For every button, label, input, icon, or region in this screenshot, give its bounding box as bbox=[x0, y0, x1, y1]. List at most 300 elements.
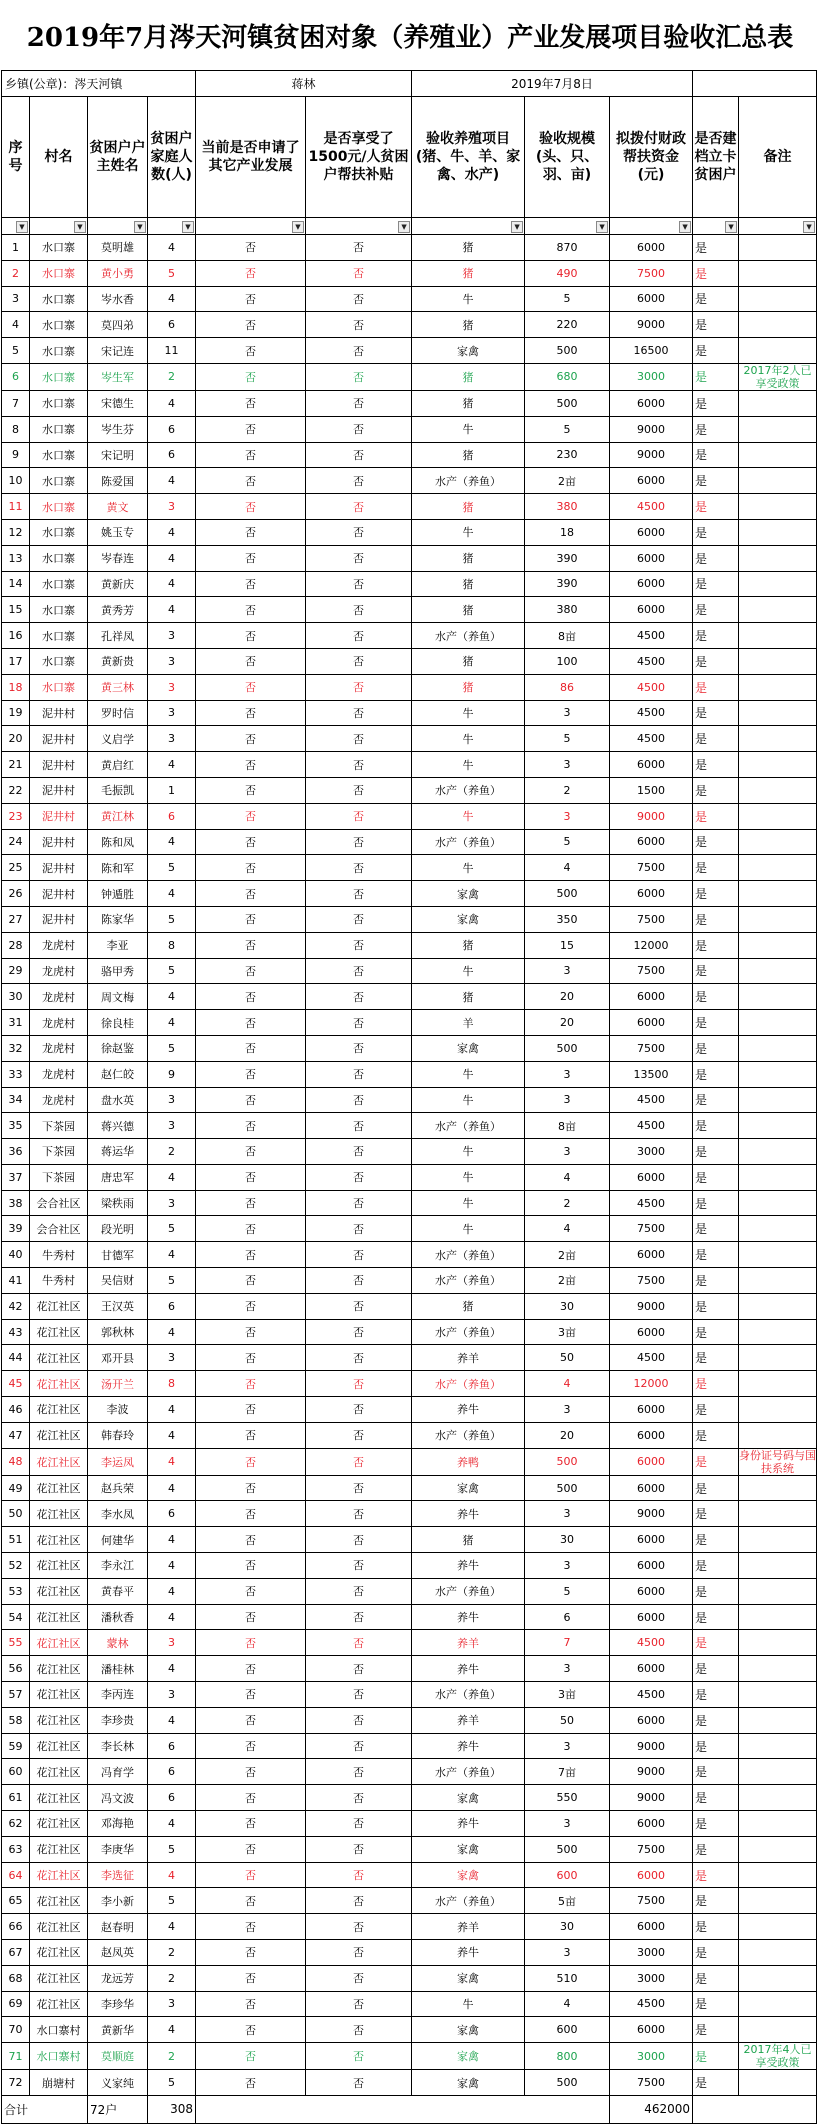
scale-cell: 5 bbox=[525, 726, 610, 752]
table-row bbox=[2, 545, 817, 571]
note-cell bbox=[739, 2070, 817, 2096]
scale-cell: 390 bbox=[525, 571, 610, 597]
name-cell: 骆甲秀 bbox=[88, 958, 148, 984]
other-industry-cell: 否 bbox=[196, 2043, 306, 2070]
registered-cell: 是 bbox=[693, 1914, 739, 1940]
seq-cell: 3 bbox=[2, 286, 30, 312]
village-cell: 花江社区 bbox=[30, 1888, 88, 1914]
filter-dropdown-icon[interactable]: ▼ bbox=[725, 221, 737, 233]
name-cell: 李选征 bbox=[88, 1862, 148, 1888]
other-industry-cell: 否 bbox=[196, 2017, 306, 2043]
village-cell: 水口寨 bbox=[30, 390, 88, 416]
other-industry-cell: 否 bbox=[196, 1862, 306, 1888]
village-cell: 龙虎村 bbox=[30, 984, 88, 1010]
family-size-cell: 2 bbox=[148, 1940, 196, 1966]
funds-cell: 7500 bbox=[610, 1268, 693, 1294]
registered-cell: 是 bbox=[693, 855, 739, 881]
scale-cell: 4 bbox=[525, 1216, 610, 1242]
registered-cell: 是 bbox=[693, 235, 739, 261]
project-cell: 水产（养鱼） bbox=[412, 1242, 525, 1268]
filter-dropdown-icon[interactable]: ▼ bbox=[596, 221, 608, 233]
subsidy-cell: 否 bbox=[306, 1113, 412, 1139]
project-cell: 牛 bbox=[412, 1190, 525, 1216]
funds-cell: 6000 bbox=[610, 1914, 693, 1940]
village-cell: 龙虎村 bbox=[30, 958, 88, 984]
filter-dropdown-icon[interactable]: ▼ bbox=[511, 221, 523, 233]
filter-dropdown-icon[interactable]: ▼ bbox=[16, 221, 28, 233]
project-cell: 猪 bbox=[412, 442, 525, 468]
project-cell: 家禽 bbox=[412, 2070, 525, 2096]
scale-cell: 3 bbox=[525, 803, 610, 829]
registered-cell: 是 bbox=[693, 363, 739, 390]
family-size-cell: 5 bbox=[148, 1888, 196, 1914]
village-cell: 下茶园 bbox=[30, 1113, 88, 1139]
table-row bbox=[2, 1682, 817, 1708]
subsidy-cell: 否 bbox=[306, 545, 412, 571]
other-industry-cell: 否 bbox=[196, 1061, 306, 1087]
subsidy-cell: 否 bbox=[306, 2017, 412, 2043]
filter-dropdown-icon[interactable]: ▼ bbox=[292, 221, 304, 233]
note-cell bbox=[739, 2017, 817, 2043]
table-row bbox=[2, 1914, 817, 1940]
village-cell: 花江社区 bbox=[30, 1371, 88, 1397]
funds-cell: 7500 bbox=[610, 855, 693, 881]
seq-cell: 46 bbox=[2, 1397, 30, 1423]
subsidy-cell: 否 bbox=[306, 1836, 412, 1862]
seq-cell: 12 bbox=[2, 519, 30, 545]
other-industry-cell: 否 bbox=[196, 1242, 306, 1268]
subsidy-cell: 否 bbox=[306, 571, 412, 597]
village-cell: 水口寨 bbox=[30, 416, 88, 442]
seq-cell: 48 bbox=[2, 1448, 30, 1475]
note-cell bbox=[739, 1553, 817, 1579]
seq-cell: 34 bbox=[2, 1087, 30, 1113]
subsidy-cell: 否 bbox=[306, 1397, 412, 1423]
other-industry-cell: 否 bbox=[196, 1448, 306, 1475]
name-cell: 黄秀芳 bbox=[88, 597, 148, 623]
subsidy-cell: 否 bbox=[306, 1422, 412, 1448]
seq-cell: 59 bbox=[2, 1733, 30, 1759]
scale-cell: 20 bbox=[525, 1010, 610, 1036]
seq-cell: 37 bbox=[2, 1164, 30, 1190]
scale-cell: 5 bbox=[525, 286, 610, 312]
note-cell: 身份证号码与国扶系统 bbox=[739, 1448, 817, 1475]
name-cell: 义家纯 bbox=[88, 2070, 148, 2096]
village-cell: 花江社区 bbox=[30, 1759, 88, 1785]
name-cell: 莫顺庭 bbox=[88, 2043, 148, 2070]
name-cell: 黄新贵 bbox=[88, 648, 148, 674]
subsidy-cell: 否 bbox=[306, 1371, 412, 1397]
funds-cell: 4500 bbox=[610, 1345, 693, 1371]
subsidy-cell: 否 bbox=[306, 700, 412, 726]
project-cell: 牛 bbox=[412, 1991, 525, 2017]
note-cell bbox=[739, 1578, 817, 1604]
registered-cell: 是 bbox=[693, 1553, 739, 1579]
village-cell: 花江社区 bbox=[30, 1604, 88, 1630]
other-industry-cell: 否 bbox=[196, 1759, 306, 1785]
subsidy-cell: 否 bbox=[306, 1733, 412, 1759]
name-cell: 蒙林 bbox=[88, 1630, 148, 1656]
name-cell: 龙远芳 bbox=[88, 1965, 148, 1991]
seq-cell: 57 bbox=[2, 1682, 30, 1708]
table-row bbox=[2, 363, 817, 390]
name-cell: 赵凤英 bbox=[88, 1940, 148, 1966]
project-cell: 猪 bbox=[412, 312, 525, 338]
funds-cell: 9000 bbox=[610, 442, 693, 468]
table-row bbox=[2, 648, 817, 674]
project-cell: 猪 bbox=[412, 545, 525, 571]
seq-cell: 45 bbox=[2, 1371, 30, 1397]
seq-cell: 52 bbox=[2, 1553, 30, 1579]
registered-cell: 是 bbox=[693, 1501, 739, 1527]
project-cell: 牛 bbox=[412, 1061, 525, 1087]
village-cell: 水口寨 bbox=[30, 674, 88, 700]
registered-cell: 是 bbox=[693, 1139, 739, 1165]
family-size-cell: 4 bbox=[148, 752, 196, 778]
name-cell: 赵春明 bbox=[88, 1914, 148, 1940]
seq-cell: 51 bbox=[2, 1527, 30, 1553]
family-size-cell: 3 bbox=[148, 1345, 196, 1371]
registered-cell: 是 bbox=[693, 1707, 739, 1733]
family-size-cell: 6 bbox=[148, 1293, 196, 1319]
village-cell: 水口寨 bbox=[30, 312, 88, 338]
other-industry-cell: 否 bbox=[196, 1501, 306, 1527]
family-size-cell: 4 bbox=[148, 1319, 196, 1345]
village-cell: 花江社区 bbox=[30, 1656, 88, 1682]
seq-cell: 38 bbox=[2, 1190, 30, 1216]
family-size-cell: 3 bbox=[148, 1087, 196, 1113]
filter-dropdown-icon[interactable]: ▼ bbox=[134, 221, 146, 233]
funds-cell: 9000 bbox=[610, 1759, 693, 1785]
village-cell: 龙虎村 bbox=[30, 1010, 88, 1036]
village-cell: 会合社区 bbox=[30, 1216, 88, 1242]
note-cell bbox=[739, 829, 817, 855]
village-cell: 花江社区 bbox=[30, 1422, 88, 1448]
project-cell: 猪 bbox=[412, 1527, 525, 1553]
funds-cell: 4500 bbox=[610, 648, 693, 674]
subsidy-cell: 否 bbox=[306, 1707, 412, 1733]
subsidy-cell: 否 bbox=[306, 1656, 412, 1682]
other-industry-cell: 否 bbox=[196, 1319, 306, 1345]
project-cell: 养羊 bbox=[412, 1707, 525, 1733]
other-industry-cell: 否 bbox=[196, 623, 306, 649]
project-cell: 猪 bbox=[412, 260, 525, 286]
seq-cell: 72 bbox=[2, 2070, 30, 2096]
name-cell: 义启学 bbox=[88, 726, 148, 752]
funds-cell: 6000 bbox=[610, 752, 693, 778]
village-cell: 水口寨 bbox=[30, 260, 88, 286]
project-cell: 水产（养鱼） bbox=[412, 1578, 525, 1604]
total-blank bbox=[196, 2095, 610, 2123]
registered-cell: 是 bbox=[693, 1319, 739, 1345]
name-cell: 李小新 bbox=[88, 1888, 148, 1914]
family-size-cell: 4 bbox=[148, 235, 196, 261]
subsidy-cell: 否 bbox=[306, 1759, 412, 1785]
note-cell bbox=[739, 1836, 817, 1862]
scale-cell: 8亩 bbox=[525, 1113, 610, 1139]
table-row bbox=[2, 519, 817, 545]
project-cell: 牛 bbox=[412, 752, 525, 778]
funds-cell: 4500 bbox=[610, 1087, 693, 1113]
seq-cell: 35 bbox=[2, 1113, 30, 1139]
subsidy-cell: 否 bbox=[306, 932, 412, 958]
village-cell: 花江社区 bbox=[30, 1707, 88, 1733]
other-industry-cell: 否 bbox=[196, 1345, 306, 1371]
family-size-cell: 5 bbox=[148, 906, 196, 932]
project-cell: 牛 bbox=[412, 803, 525, 829]
registered-cell: 是 bbox=[693, 958, 739, 984]
registered-cell: 是 bbox=[693, 1578, 739, 1604]
note-cell bbox=[739, 390, 817, 416]
seq-cell: 20 bbox=[2, 726, 30, 752]
note-cell bbox=[739, 338, 817, 364]
funds-cell: 3000 bbox=[610, 1940, 693, 1966]
note-cell bbox=[739, 1785, 817, 1811]
filter-cell bbox=[88, 218, 148, 235]
note-cell bbox=[739, 1733, 817, 1759]
registered-cell: 是 bbox=[693, 416, 739, 442]
subsidy-cell: 否 bbox=[306, 442, 412, 468]
subsidy-cell: 否 bbox=[306, 1527, 412, 1553]
filter-cell bbox=[693, 218, 739, 235]
seq-cell: 5 bbox=[2, 338, 30, 364]
filter-dropdown-icon[interactable]: ▼ bbox=[803, 221, 815, 233]
table-row bbox=[2, 1733, 817, 1759]
registered-cell: 是 bbox=[693, 881, 739, 907]
village-cell: 水口寨 bbox=[30, 235, 88, 261]
funds-cell: 6000 bbox=[610, 597, 693, 623]
filter-dropdown-icon[interactable]: ▼ bbox=[74, 221, 86, 233]
other-industry-cell: 否 bbox=[196, 1139, 306, 1165]
subsidy-cell: 否 bbox=[306, 1811, 412, 1837]
table-row bbox=[2, 597, 817, 623]
project-cell: 家禽 bbox=[412, 2017, 525, 2043]
project-cell: 家禽 bbox=[412, 2043, 525, 2070]
funds-cell: 6000 bbox=[610, 1397, 693, 1423]
filter-dropdown-icon[interactable]: ▼ bbox=[182, 221, 194, 233]
registered-cell: 是 bbox=[693, 519, 739, 545]
name-cell: 宋德生 bbox=[88, 390, 148, 416]
note-cell bbox=[739, 1707, 817, 1733]
project-cell: 水产（养鱼） bbox=[412, 468, 525, 494]
funds-cell: 1500 bbox=[610, 777, 693, 803]
note-cell bbox=[739, 1371, 817, 1397]
village-cell: 花江社区 bbox=[30, 1785, 88, 1811]
other-industry-cell: 否 bbox=[196, 545, 306, 571]
family-size-cell: 6 bbox=[148, 312, 196, 338]
family-size-cell: 3 bbox=[148, 1630, 196, 1656]
other-industry-cell: 否 bbox=[196, 1836, 306, 1862]
project-cell: 养羊 bbox=[412, 1630, 525, 1656]
table-row bbox=[2, 468, 817, 494]
table-row bbox=[2, 1190, 817, 1216]
scale-cell: 3 bbox=[525, 1656, 610, 1682]
name-cell: 赵兵荣 bbox=[88, 1475, 148, 1501]
name-cell: 冯育学 bbox=[88, 1759, 148, 1785]
note-cell bbox=[739, 1319, 817, 1345]
project-cell: 牛 bbox=[412, 1216, 525, 1242]
funds-cell: 6000 bbox=[610, 1578, 693, 1604]
seq-cell: 23 bbox=[2, 803, 30, 829]
registered-cell: 是 bbox=[693, 1656, 739, 1682]
subsidy-cell: 否 bbox=[306, 1293, 412, 1319]
seq-cell: 13 bbox=[2, 545, 30, 571]
table-row bbox=[2, 674, 817, 700]
scale-cell: 500 bbox=[525, 1035, 610, 1061]
filter-row bbox=[2, 218, 817, 235]
subsidy-cell: 否 bbox=[306, 906, 412, 932]
project-cell: 牛 bbox=[412, 1164, 525, 1190]
township-label: 乡镇(公章)：涔天河镇 bbox=[2, 71, 196, 97]
subsidy-cell: 否 bbox=[306, 2070, 412, 2096]
seq-cell: 71 bbox=[2, 2043, 30, 2070]
name-cell: 罗时信 bbox=[88, 700, 148, 726]
scale-cell: 2亩 bbox=[525, 468, 610, 494]
family-size-cell: 1 bbox=[148, 777, 196, 803]
family-size-cell: 3 bbox=[148, 1682, 196, 1708]
seq-cell: 1 bbox=[2, 235, 30, 261]
registered-cell: 是 bbox=[693, 1836, 739, 1862]
village-cell: 泥井村 bbox=[30, 803, 88, 829]
funds-cell: 6000 bbox=[610, 829, 693, 855]
note-cell bbox=[739, 1268, 817, 1294]
other-industry-cell: 否 bbox=[196, 312, 306, 338]
table-row bbox=[2, 1785, 817, 1811]
table-row bbox=[2, 1319, 817, 1345]
note-cell bbox=[739, 1216, 817, 1242]
seq-cell: 31 bbox=[2, 1010, 30, 1036]
scale-cell: 4 bbox=[525, 1164, 610, 1190]
seq-cell: 41 bbox=[2, 1268, 30, 1294]
subsidy-cell: 否 bbox=[306, 390, 412, 416]
family-size-cell: 4 bbox=[148, 2017, 196, 2043]
registered-cell: 是 bbox=[693, 597, 739, 623]
registered-cell: 是 bbox=[693, 803, 739, 829]
header-row bbox=[2, 97, 817, 218]
funds-cell: 6000 bbox=[610, 1422, 693, 1448]
project-cell: 家禽 bbox=[412, 1785, 525, 1811]
name-cell: 岑春连 bbox=[88, 545, 148, 571]
registered-cell: 是 bbox=[693, 390, 739, 416]
village-cell: 水口寨村 bbox=[30, 2017, 88, 2043]
header-col-other-industry: 当前是否申请了其它产业发展 bbox=[196, 97, 306, 218]
registered-cell: 是 bbox=[693, 1733, 739, 1759]
table-row bbox=[2, 1242, 817, 1268]
project-cell: 养牛 bbox=[412, 1656, 525, 1682]
header-col-funds: 拟拨付财政帮扶资金(元) bbox=[610, 97, 693, 218]
table-row bbox=[2, 1475, 817, 1501]
subsidy-cell: 否 bbox=[306, 1965, 412, 1991]
scale-cell: 870 bbox=[525, 235, 610, 261]
family-size-cell: 6 bbox=[148, 1785, 196, 1811]
project-cell: 猪 bbox=[412, 648, 525, 674]
name-cell: 周文梅 bbox=[88, 984, 148, 1010]
seq-cell: 17 bbox=[2, 648, 30, 674]
family-size-cell: 4 bbox=[148, 1475, 196, 1501]
table-row bbox=[2, 1087, 817, 1113]
funds-cell: 6000 bbox=[610, 1811, 693, 1837]
seq-cell: 27 bbox=[2, 906, 30, 932]
project-cell: 牛 bbox=[412, 519, 525, 545]
registered-cell: 是 bbox=[693, 1164, 739, 1190]
village-cell: 泥井村 bbox=[30, 777, 88, 803]
registered-cell: 是 bbox=[693, 906, 739, 932]
table-row bbox=[2, 803, 817, 829]
family-size-cell: 3 bbox=[148, 726, 196, 752]
note-cell bbox=[739, 623, 817, 649]
funds-cell: 9000 bbox=[610, 1293, 693, 1319]
table-row bbox=[2, 1035, 817, 1061]
other-industry-cell: 否 bbox=[196, 1888, 306, 1914]
scale-cell: 7 bbox=[525, 1630, 610, 1656]
filter-cell bbox=[412, 218, 525, 235]
project-cell: 养羊 bbox=[412, 1914, 525, 1940]
other-industry-cell: 否 bbox=[196, 1630, 306, 1656]
subsidy-cell: 否 bbox=[306, 1190, 412, 1216]
family-size-cell: 4 bbox=[148, 1448, 196, 1475]
note-cell bbox=[739, 1811, 817, 1837]
registered-cell: 是 bbox=[693, 494, 739, 520]
seq-cell: 18 bbox=[2, 674, 30, 700]
name-cell: 赵仁皎 bbox=[88, 1061, 148, 1087]
note-cell bbox=[739, 1345, 817, 1371]
scale-cell: 8亩 bbox=[525, 623, 610, 649]
funds-cell: 7500 bbox=[610, 1216, 693, 1242]
village-cell: 泥井村 bbox=[30, 829, 88, 855]
funds-cell: 9000 bbox=[610, 803, 693, 829]
family-size-cell: 4 bbox=[148, 545, 196, 571]
scale-cell: 4 bbox=[525, 855, 610, 881]
name-cell: 王汉英 bbox=[88, 1293, 148, 1319]
other-industry-cell: 否 bbox=[196, 829, 306, 855]
name-cell: 冯文波 bbox=[88, 1785, 148, 1811]
note-cell bbox=[739, 1035, 817, 1061]
note-cell bbox=[739, 674, 817, 700]
name-cell: 黄新庆 bbox=[88, 571, 148, 597]
seq-cell: 63 bbox=[2, 1836, 30, 1862]
name-cell: 陈和凤 bbox=[88, 829, 148, 855]
family-size-cell: 2 bbox=[148, 2043, 196, 2070]
funds-cell: 6000 bbox=[610, 1319, 693, 1345]
project-cell: 水产（养鱼） bbox=[412, 1682, 525, 1708]
scale-cell: 3 bbox=[525, 1811, 610, 1837]
table-row bbox=[2, 855, 817, 881]
seq-cell: 24 bbox=[2, 829, 30, 855]
filter-dropdown-icon[interactable]: ▼ bbox=[679, 221, 691, 233]
name-cell: 何建华 bbox=[88, 1527, 148, 1553]
family-size-cell: 3 bbox=[148, 623, 196, 649]
subsidy-cell: 否 bbox=[306, 1553, 412, 1579]
total-label: 合计 bbox=[2, 2095, 88, 2123]
name-cell: 蒋运华 bbox=[88, 1139, 148, 1165]
project-cell: 养牛 bbox=[412, 1604, 525, 1630]
scale-cell: 3 bbox=[525, 1061, 610, 1087]
project-cell: 牛 bbox=[412, 1087, 525, 1113]
table-row bbox=[2, 1293, 817, 1319]
scale-cell: 3亩 bbox=[525, 1682, 610, 1708]
filter-dropdown-icon[interactable]: ▼ bbox=[398, 221, 410, 233]
funds-cell: 9000 bbox=[610, 312, 693, 338]
name-cell: 潘桂林 bbox=[88, 1656, 148, 1682]
village-cell: 花江社区 bbox=[30, 1733, 88, 1759]
header-col-seq: 序号 bbox=[2, 97, 30, 218]
funds-cell: 6000 bbox=[610, 519, 693, 545]
note-cell bbox=[739, 1682, 817, 1708]
table-row bbox=[2, 1836, 817, 1862]
subsidy-cell: 否 bbox=[306, 1475, 412, 1501]
acceptance-summary-table bbox=[1, 70, 817, 2124]
subsidy-cell: 否 bbox=[306, 1319, 412, 1345]
